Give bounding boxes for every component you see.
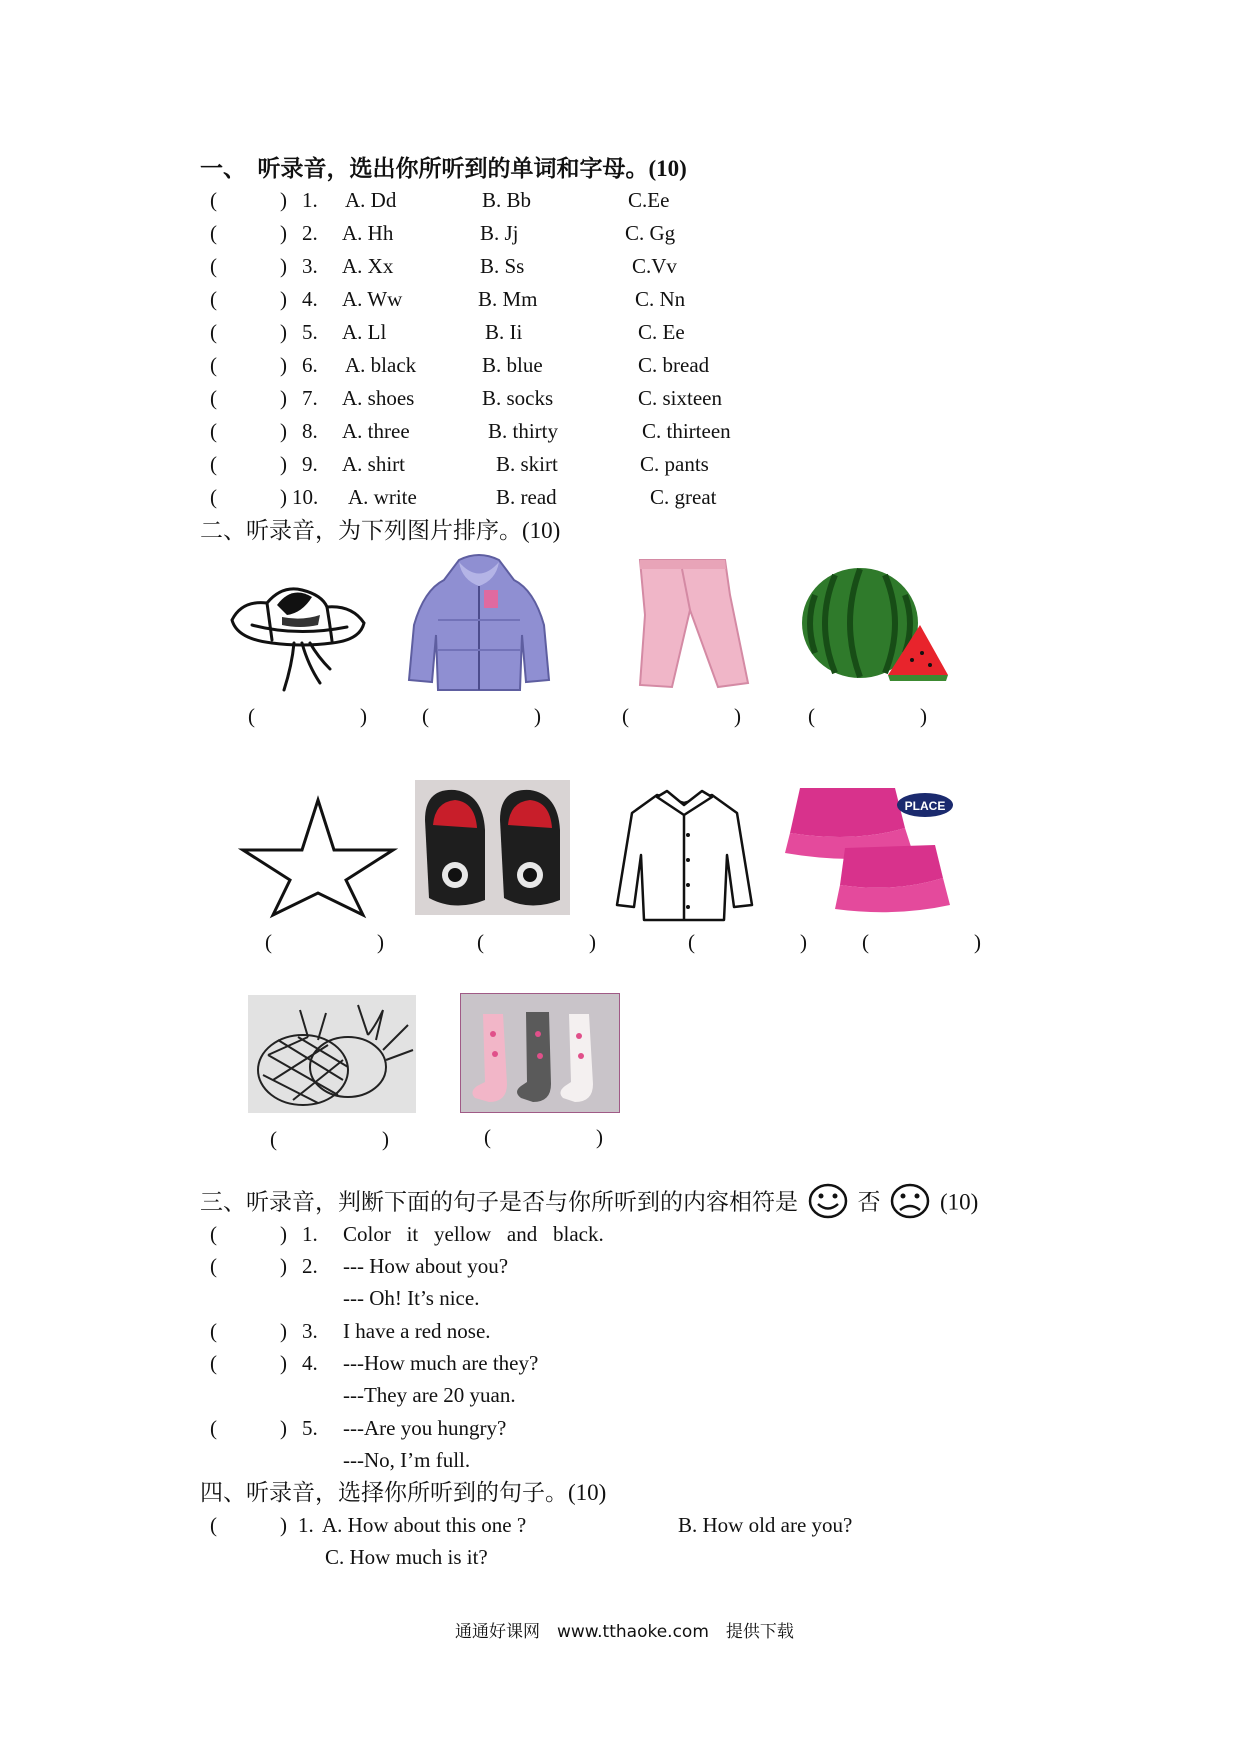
option-b: B. Bb [482, 188, 532, 212]
answer-blank[interactable]: ( ) [210, 320, 287, 344]
option-a: A. Xx [342, 254, 394, 278]
section3-title-no: 否 [857, 1189, 881, 1215]
list-item [210, 1380, 1010, 1410]
section3-title-score: (10) [940, 1189, 979, 1215]
answer-blank[interactable]: ( ) [210, 1319, 287, 1343]
list-item [210, 185, 1010, 215]
item-number: 4. [302, 1351, 318, 1375]
item-number: 8. [302, 419, 318, 443]
option-c: C. Ee [638, 320, 685, 344]
answer-blank[interactable]: ( ) [210, 1222, 287, 1246]
answer-blank[interactable]: ( ) [210, 452, 287, 476]
skirt-icon [785, 783, 960, 913]
section2-title: 二、听录音，为下列图片排序。(10) [200, 518, 561, 543]
list-item [210, 1219, 1010, 1249]
hat-icon [222, 565, 372, 695]
answer-blank[interactable]: ( ) [862, 930, 981, 954]
list-item [210, 1251, 1010, 1281]
list-item [210, 1348, 1010, 1378]
list-item [210, 350, 1010, 380]
option-b: B. skirt [496, 452, 558, 476]
item-number: 1. [302, 1222, 318, 1246]
sentence: ---How much are they? [343, 1351, 539, 1375]
list-item [210, 1283, 1010, 1313]
option-c: C. sixteen [638, 386, 722, 410]
option-a: A. How about this one ? [322, 1513, 527, 1537]
pants-icon [610, 555, 760, 695]
option-c: C. great [650, 485, 717, 509]
option-a: A. Ll [342, 320, 387, 344]
sentence: I have a red nose. [343, 1319, 491, 1343]
option-b: B. Mm [478, 287, 538, 311]
answer-blank[interactable]: ( ) [210, 1513, 287, 1537]
watermelon-icon [800, 565, 950, 685]
option-b: B. How old are you? [678, 1513, 853, 1537]
list-item [210, 317, 1010, 347]
item-number: 1. [298, 1513, 314, 1537]
option-a: A. black [345, 353, 417, 377]
footer-credit: 通通好课网 www.tthaoke.com 提供下载 [455, 1622, 794, 1642]
answer-blank[interactable]: ( ) [210, 1416, 287, 1440]
option-b: B. Ii [485, 320, 523, 344]
option-b: B. thirty [488, 419, 559, 443]
answer-blank[interactable]: ( ) [622, 704, 741, 728]
option-b: B. blue [482, 353, 543, 377]
option-a: A. Ww [342, 287, 403, 311]
star-icon [238, 795, 398, 920]
answer-blank[interactable]: ( ) [210, 221, 287, 245]
item-number: 2. [302, 221, 318, 245]
list-item [210, 482, 1010, 512]
answer-blank[interactable]: ( ) [210, 1254, 287, 1278]
item-number: 10. [292, 485, 319, 509]
brand-label: PLACE [904, 799, 946, 813]
sentence: --- How about you? [343, 1254, 509, 1278]
list-item [210, 416, 1010, 446]
sentence: ---Are you hungry? [343, 1416, 507, 1440]
option-b: B. Jj [480, 221, 519, 245]
section1-title: 一、 听录音，选出你所听到的单词和字母。(10) [200, 156, 687, 181]
list-item [210, 1316, 1010, 1346]
list-item [210, 284, 1010, 314]
answer-blank[interactable]: ( ) [210, 353, 287, 377]
option-c: C.Vv [632, 254, 677, 278]
option-a: A. Dd [345, 188, 397, 212]
option-b: B. Ss [480, 254, 525, 278]
sentence-reply: ---They are 20 yuan. [343, 1383, 516, 1407]
option-c: C. bread [638, 353, 710, 377]
item-number: 2. [302, 1254, 318, 1278]
socks-icon [460, 993, 620, 1113]
item-number: 9. [302, 452, 318, 476]
section3-title-text: 三、听录音，判断下面的句子是否与你所听到的内容相符是 [200, 1189, 798, 1215]
item-number: 3. [302, 254, 318, 278]
item-number: 5. [302, 1416, 318, 1440]
answer-blank[interactable]: ( ) [210, 287, 287, 311]
option-c: C. pants [640, 452, 709, 476]
answer-blank[interactable]: ( ) [210, 419, 287, 443]
item-number: 1. [302, 188, 318, 212]
sentence-reply: --- Oh! It’s nice. [343, 1286, 480, 1310]
option-c: C.Ee [628, 188, 670, 212]
answer-blank[interactable]: ( ) [210, 1351, 287, 1375]
list-item [210, 1510, 1110, 1540]
option-a: A. write [348, 485, 417, 509]
item-number: 5. [302, 320, 318, 344]
item-number: 6. [302, 353, 318, 377]
list-item [210, 1542, 1110, 1572]
list-item [210, 1445, 1010, 1475]
answer-blank[interactable]: ( ) [210, 386, 287, 410]
option-c: C. How much is it? [325, 1545, 488, 1569]
list-item [210, 383, 1010, 413]
list-item [210, 1413, 1010, 1443]
item-number: 3. [302, 1319, 318, 1343]
answer-blank[interactable]: ( ) [248, 704, 367, 728]
shirt-icon [612, 785, 757, 925]
list-item [210, 449, 1010, 479]
answer-blank[interactable]: ( ) [210, 254, 287, 278]
list-item [210, 251, 1010, 281]
option-a: A. Hh [342, 221, 394, 245]
option-c: C. Nn [635, 287, 686, 311]
answer-blank[interactable]: ( ) [210, 485, 287, 509]
answer-blank[interactable]: ( ) [477, 930, 596, 954]
option-b: B. read [496, 485, 557, 509]
jacket-icon [404, 550, 554, 700]
option-b: B. socks [482, 386, 554, 410]
option-c: C. thirteen [642, 419, 731, 443]
item-number: 7. [302, 386, 318, 410]
sentence: Color it yellow and black. [343, 1222, 604, 1246]
answer-blank[interactable]: ( ) [210, 188, 287, 212]
sentence-reply: ---No, I’m full. [343, 1448, 471, 1472]
option-a: A. shirt [342, 452, 405, 476]
answer-blank[interactable]: ( ) [422, 704, 541, 728]
pineapple-icon [248, 995, 416, 1113]
list-item [210, 218, 1010, 248]
option-a: A. shoes [342, 386, 415, 410]
answer-blank[interactable]: ( ) [270, 1127, 389, 1151]
option-c: C. Gg [625, 221, 676, 245]
item-number: 4. [302, 287, 318, 311]
shoes-icon [415, 780, 570, 915]
option-a: A. three [342, 419, 410, 443]
answer-blank[interactable]: ( ) [688, 930, 807, 954]
section4-title: 四、听录音，选择你所听到的句子。(10) [200, 1480, 607, 1505]
answer-blank[interactable]: ( ) [484, 1125, 603, 1149]
answer-blank[interactable]: ( ) [265, 930, 384, 954]
answer-blank[interactable]: ( ) [808, 704, 927, 728]
